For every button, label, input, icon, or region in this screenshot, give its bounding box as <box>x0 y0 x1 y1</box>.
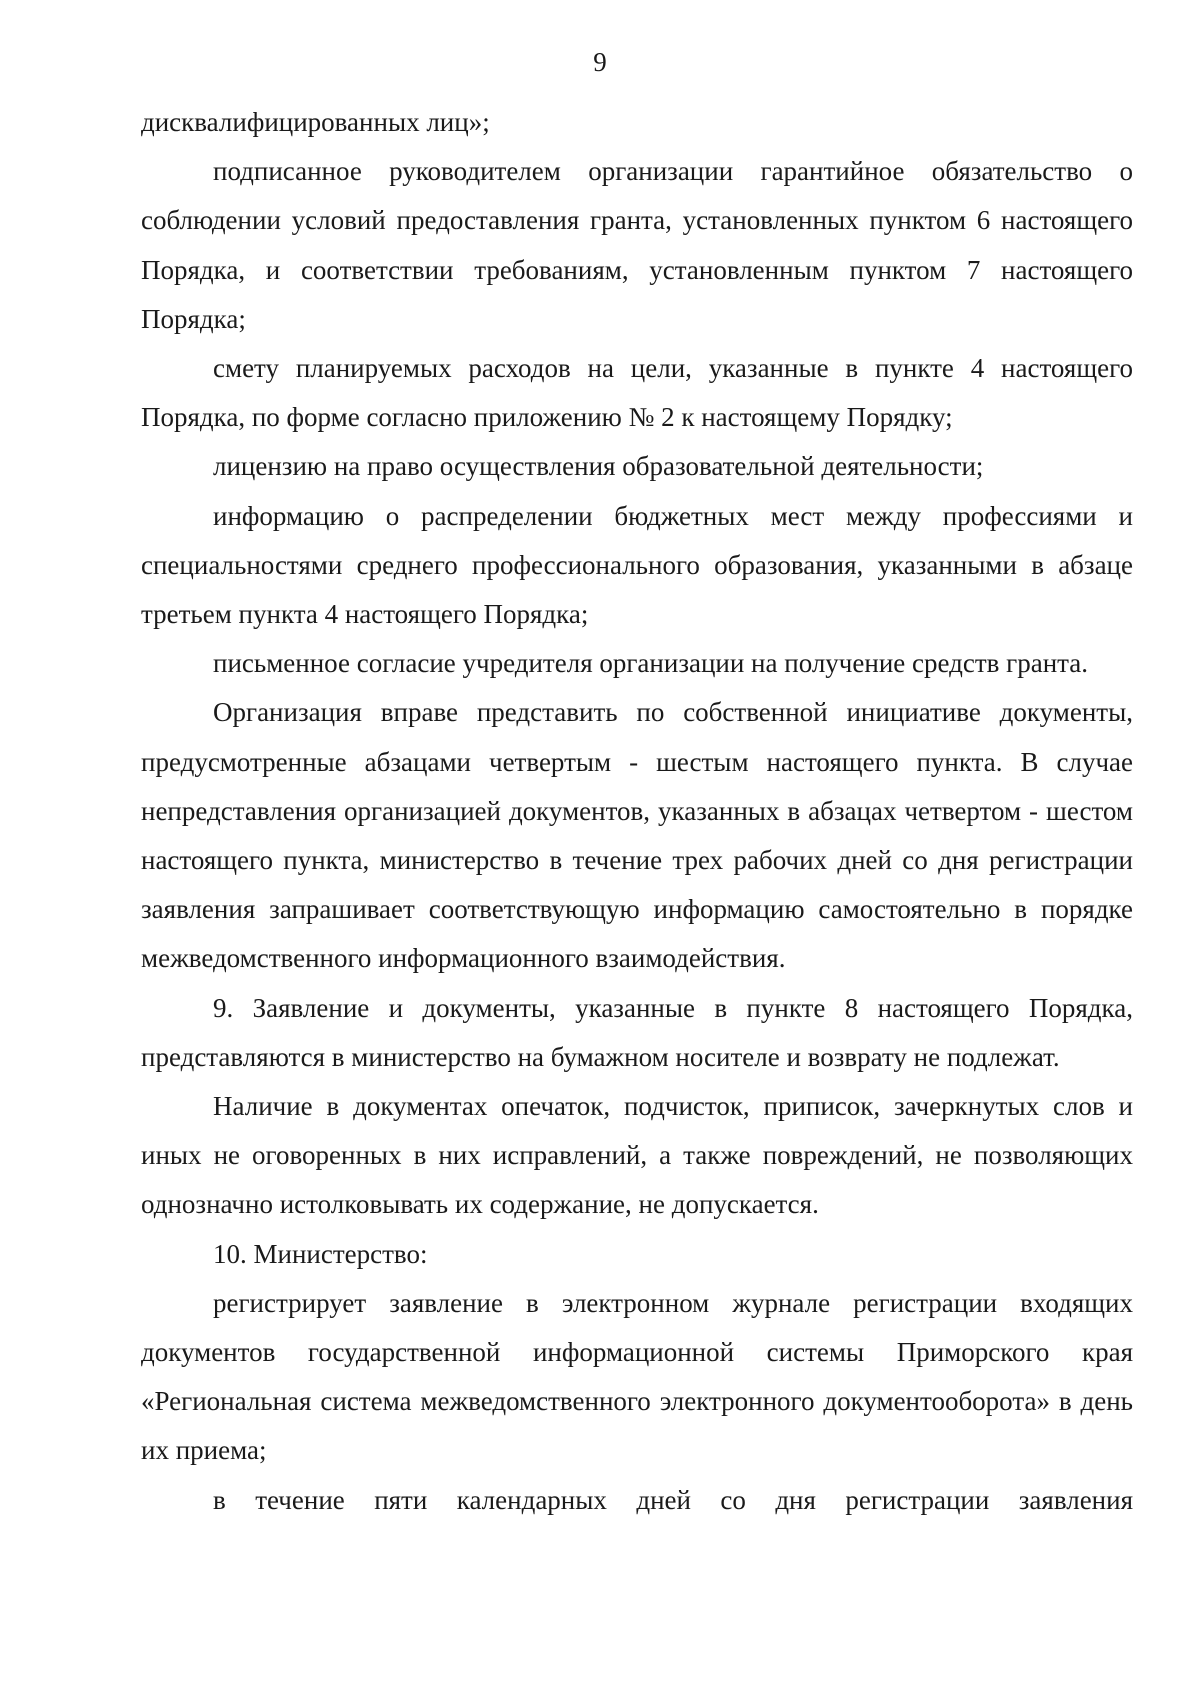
paragraph-corrections: Наличие в документах опечаток, подчисток, приписок, зачеркнутых слов и иных не оговоренных в них исправлений, а также повреждений, не позволяющих однозначно истолковывать их содержание, не допускается. <box>141 1091 1133 1220</box>
paragraph-item-10-heading: 10. Министерство: <box>213 1238 428 1269</box>
paragraph-continuation: дисквалифицированных лиц»; <box>141 107 490 137</box>
paragraph-item-9: 9. Заявление и документы, указанные в пункте 8 настоящего Порядка, представляются в министерство на бумажном носителе и возврату не подлежат. <box>141 992 1133 1072</box>
paragraph-expense-estimate: смету планируемых расходов на цели, указанные в пункте 4 настоящего Порядка, по форме согласно приложению № 2 к настоящему Порядку; <box>141 353 1133 433</box>
paragraph-founder-consent: письменное согласие учредителя организации на получение средств гранта. <box>213 648 1089 679</box>
paragraph-own-initiative: Организация вправе представить по собственной инициативе документы, предусмотренные абзацами четвертым - шестым настоящего пункта. В случае непредставления организацией документов, указанных в абзацах четвертом - шестом настоящего пункта, министерство в течение трех рабочих дней со дня регистрации заявления запрашивает соответствующую информацию самостоятельно в порядке межведомственного информационного взаимодействия. <box>141 697 1133 974</box>
paragraph-guarantee-obligation: подписанное руководителем организации гарантийное обязательство о соблюдении условий предоставления гранта, установленных пунктом 6 настоящего Порядка, и соответствии требованиям, установленным пунктом 7 настоящего Порядка; <box>141 156 1133 334</box>
paragraph-budget-places: информацию о распределении бюджетных мест между профессиями и специальностями среднего профессионального образования, указанными в абзаце третьем пункта 4 настоящего Порядка; <box>141 500 1133 630</box>
paragraph-license: лицензию на право осуществления образовательной деятельности; <box>213 451 984 482</box>
paragraph-five-days: в течение пяти календарных дней со дня регистрации заявления <box>213 1484 1133 1515</box>
paragraph-registration: регистрирует заявление в электронном журнале регистрации входящих документов государственной информационной системы Приморского края «Региональная система межведомственного электронного документооборота» в день их приема; <box>141 1287 1133 1466</box>
page-number: 9 <box>593 47 607 77</box>
document-body <box>141 98 1133 1525</box>
